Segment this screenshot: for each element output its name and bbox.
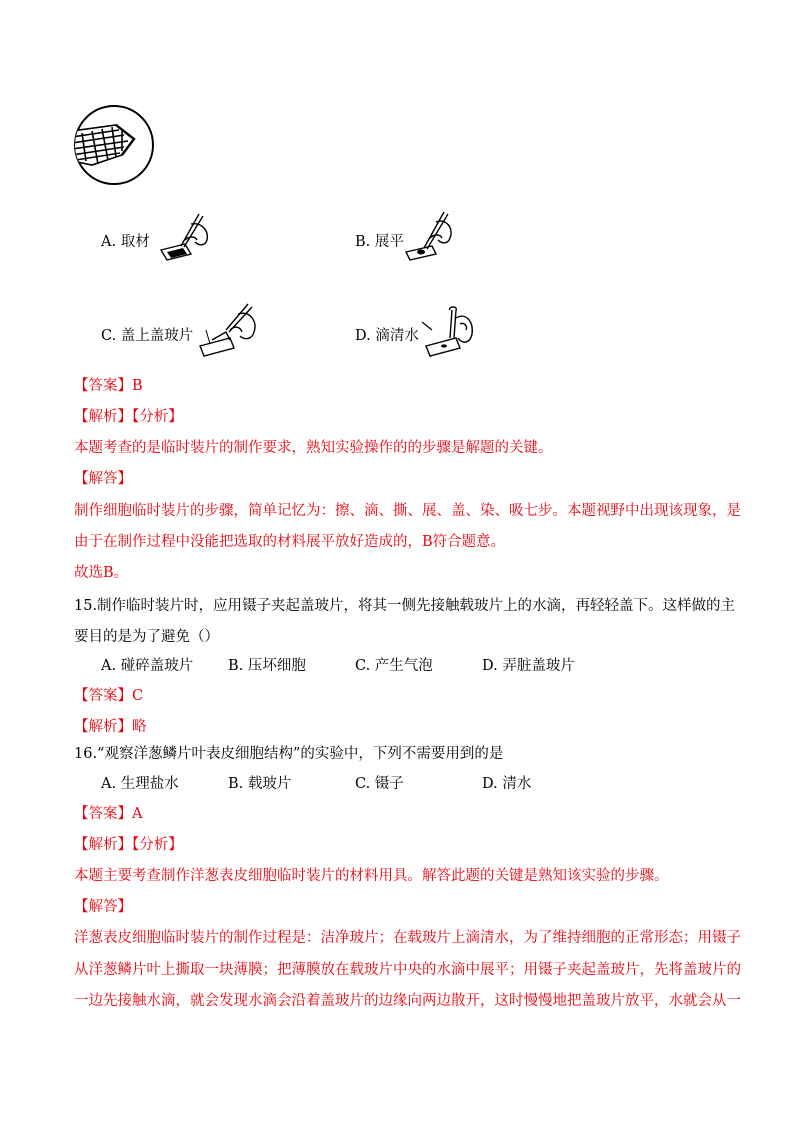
dropper-adding-water-icon [420,302,476,358]
q16-solution-line-3: 一边先接触水滴，就会发现水滴会沿着盖玻片的边缘向两边散开，这时慢慢地把盖玻片放平，水就会从一 [74,993,741,1009]
option-c-label: C. 盖上盖玻片 [101,328,194,344]
q14-conclusion: 故选B。 [74,565,129,581]
option-b-label: B. 展平 [355,234,404,250]
q15-stem-line-1: 15.制作临时装片时，应用镊子夹起盖玻片，将其一侧先接触载玻片上的水滴，再轻轻盖下。这样做的主 [74,598,736,614]
q14-analysis-heading: 【解析】【分析】 [74,409,183,425]
q16-stem: 16.“观察洋葱鳞片叶表皮细胞结构”的实验中，下列不需要用到的是 [74,746,504,762]
option-d-label: D. 滴清水 [355,328,419,344]
q16-option-d: D. 清水 [482,776,532,792]
q15-option-d: D. 弄脏盖玻片 [482,658,575,674]
q16-answer: 【答案】A [74,806,143,822]
q15-stem-line-2: 要目的是为了避免（） [74,629,219,645]
q16-analysis-heading: 【解析】【分析】 [74,837,183,853]
q15-option-c: C. 产生气泡 [355,658,433,674]
q16-option-a: A. 生理盐水 [101,776,179,792]
q14-answer: 【答案】B [74,378,143,394]
option-a-label: A. 取材 [101,234,150,250]
q16-option-c: C. 镊子 [355,776,404,792]
q14-analysis-text: 本题考查的是临时装片的制作要求，熟知实验操作的的步骤是解题的关键。 [74,440,553,456]
placing-coverslip-icon [196,300,260,358]
needle-spreading-sample-icon [402,208,454,262]
q16-solution-line-2: 从洋葱鳞片叶上撕取一块薄膜；把薄膜放在载玻片中央的水滴中展平；用镊子夹起盖玻片，先将盖玻片的 [74,962,741,978]
q15-answer: 【答案】C [74,688,144,704]
q16-solution-line-1: 洋葱表皮细胞临时装片的制作过程是：洁净玻片；在载玻片上滴清水，为了维持细胞的正常形态；用镊子 [74,930,741,946]
microscope-view-figure [72,103,156,187]
q16-solution-heading: 【解答】 [74,899,132,915]
q14-solution-heading: 【解答】 [74,471,132,487]
q15-option-b: B. 压坏细胞 [228,658,306,674]
tweezers-picking-sample-icon [155,210,211,262]
q16-analysis-text: 本题主要考查制作洋葱表皮细胞临时装片的材料用具。解答此题的关键是熟知该实验的步骤。 [74,868,669,884]
q14-solution-line-2: 由于在制作过程中没能把选取的材料展平放好造成的，B符合题意。 [74,534,506,550]
q15-option-a: A. 碰碎盖玻片 [101,658,194,674]
q14-solution-line-1: 制作细胞临时装片的步骤，简单记忆为：擦、滴、撕、展、盖、染、吸七步。本题视野中出现该现象，是 [74,503,741,519]
q15-analysis: 【解析】略 [74,719,147,735]
q16-option-b: B. 载玻片 [228,776,292,792]
